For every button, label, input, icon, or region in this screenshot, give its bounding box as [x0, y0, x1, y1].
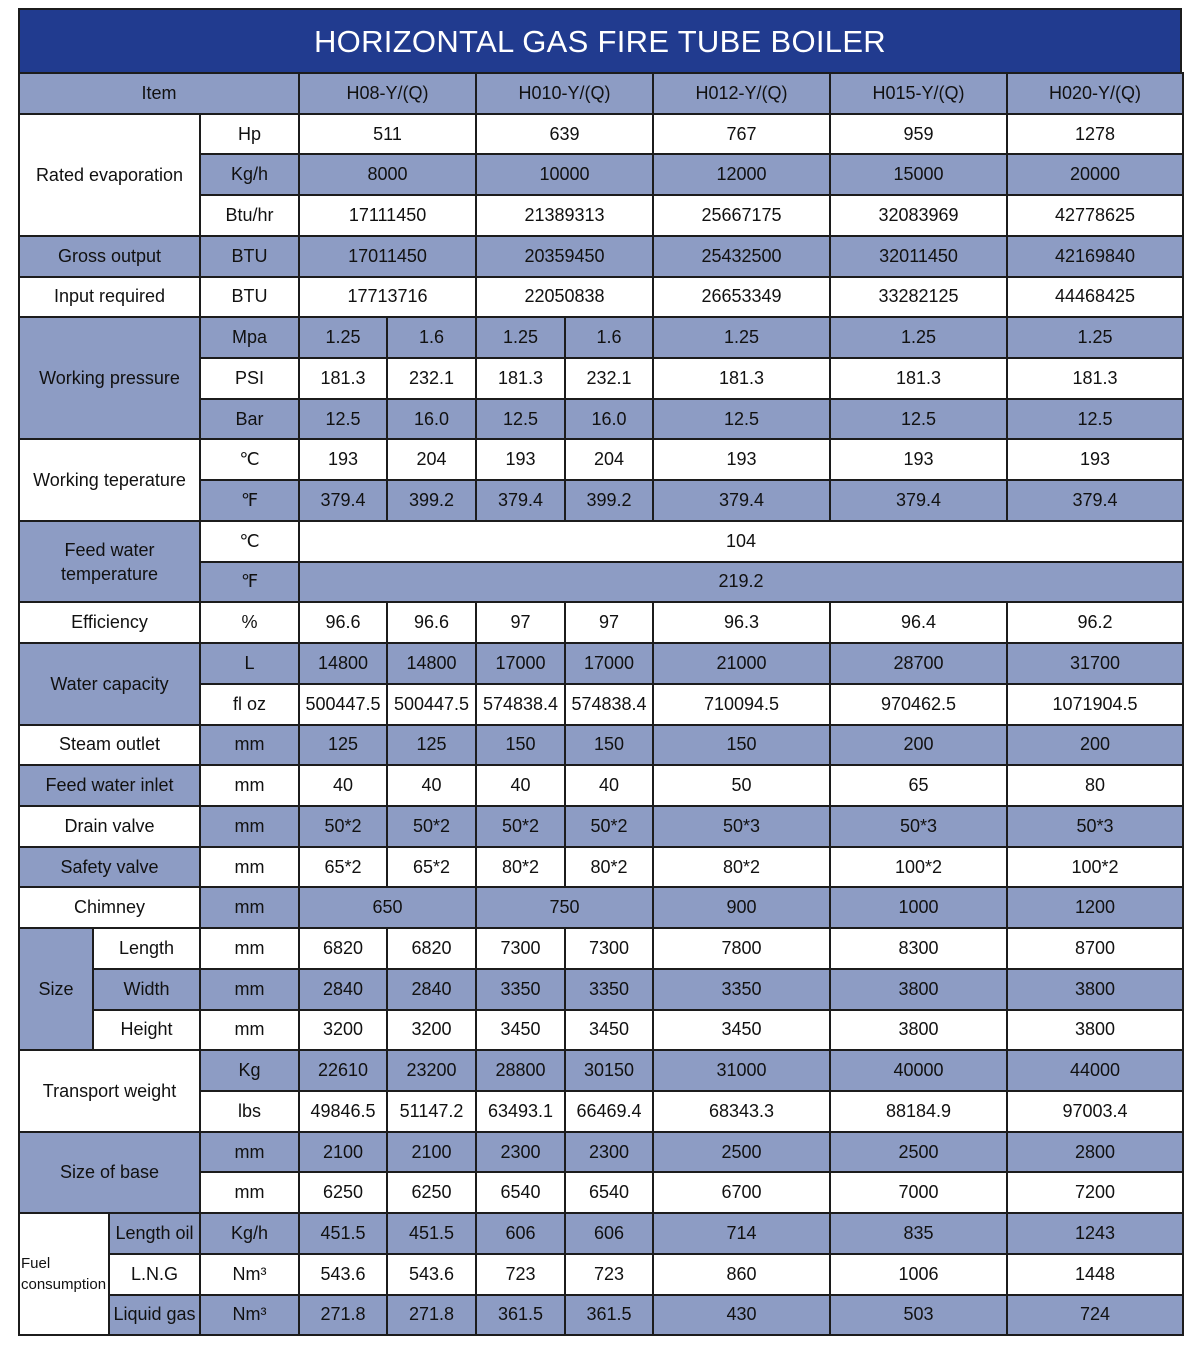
unit-cell: ℉	[200, 480, 299, 521]
value-cell: 3350	[476, 969, 565, 1010]
value-cell: 21389313	[476, 195, 653, 236]
value-cell: 31000	[653, 1050, 830, 1091]
value-cell: 511	[299, 114, 476, 155]
value-cell: 1.25	[299, 317, 387, 358]
value-cell: 1278	[1007, 114, 1183, 155]
value-cell: 7300	[565, 928, 653, 969]
value-cell: 500447.5	[299, 684, 387, 725]
value-cell: 80*2	[565, 847, 653, 888]
value-cell: 21000	[653, 643, 830, 684]
value-cell: 379.4	[830, 480, 1007, 521]
value-cell: 379.4	[653, 480, 830, 521]
value-cell: 2300	[476, 1132, 565, 1173]
value-cell: 12.5	[299, 399, 387, 440]
table-row	[19, 725, 1183, 766]
value-cell: 1.6	[387, 317, 476, 358]
value-cell: 710094.5	[653, 684, 830, 725]
unit-cell: Nm³	[200, 1295, 299, 1336]
value-cell: 1006	[830, 1254, 1007, 1295]
value-cell: 1.25	[830, 317, 1007, 358]
value-cell: 28800	[476, 1050, 565, 1091]
value-cell: 1071904.5	[1007, 684, 1183, 725]
table-row	[19, 765, 1183, 806]
table-row	[19, 806, 1183, 847]
value-cell: 2100	[299, 1132, 387, 1173]
value-cell: 451.5	[387, 1213, 476, 1254]
value-cell: 1200	[1007, 887, 1183, 928]
row-label: Safety valve	[19, 847, 200, 888]
value-cell: 200	[830, 725, 1007, 766]
value-cell: 959	[830, 114, 1007, 155]
value-cell: 20359450	[476, 236, 653, 277]
value-cell: 181.3	[653, 358, 830, 399]
value-cell: 379.4	[1007, 480, 1183, 521]
table-row	[19, 602, 1183, 643]
value-cell: 2100	[387, 1132, 476, 1173]
row-label: Gross output	[19, 236, 200, 277]
value-cell: 44468425	[1007, 277, 1183, 318]
row-label: Drain valve	[19, 806, 200, 847]
spec-sheet	[18, 8, 1182, 1336]
value-cell: 574838.4	[565, 684, 653, 725]
value-cell: 750	[476, 887, 653, 928]
value-cell: 650	[299, 887, 476, 928]
value-cell: 503	[830, 1295, 1007, 1336]
value-cell: 3350	[653, 969, 830, 1010]
value-cell: 17713716	[299, 277, 476, 318]
value-cell: 22610	[299, 1050, 387, 1091]
header-model: H010-Y/(Q)	[476, 73, 653, 114]
header-model: H015-Y/(Q)	[830, 73, 1007, 114]
value-cell: 30150	[565, 1050, 653, 1091]
value-cell: 219.2	[299, 562, 1183, 603]
value-cell: 7000	[830, 1172, 1007, 1213]
value-cell: 3350	[565, 969, 653, 1010]
value-cell: 17000	[476, 643, 565, 684]
value-cell: 543.6	[299, 1254, 387, 1295]
value-cell: 125	[299, 725, 387, 766]
sub-label: Length oil	[109, 1213, 200, 1254]
value-cell: 181.3	[830, 358, 1007, 399]
table-row	[19, 1254, 1183, 1295]
value-cell: 25667175	[653, 195, 830, 236]
value-cell: 3800	[830, 969, 1007, 1010]
value-cell: 6700	[653, 1172, 830, 1213]
value-cell: 200	[1007, 725, 1183, 766]
value-cell: 14800	[387, 643, 476, 684]
value-cell: 3200	[387, 1010, 476, 1051]
row-label: Transport weight	[19, 1050, 200, 1131]
value-cell: 361.5	[476, 1295, 565, 1336]
value-cell: 44000	[1007, 1050, 1183, 1091]
value-cell: 361.5	[565, 1295, 653, 1336]
value-cell: 451.5	[299, 1213, 387, 1254]
value-cell: 40	[299, 765, 387, 806]
sub-label: Length	[93, 928, 200, 969]
value-cell: 32083969	[830, 195, 1007, 236]
value-cell: 835	[830, 1213, 1007, 1254]
value-cell: 2840	[387, 969, 476, 1010]
sub-label: Width	[93, 969, 200, 1010]
value-cell: 193	[830, 439, 1007, 480]
value-cell: 31700	[1007, 643, 1183, 684]
value-cell: 399.2	[387, 480, 476, 521]
value-cell: 32011450	[830, 236, 1007, 277]
value-cell: 724	[1007, 1295, 1183, 1336]
value-cell: 574838.4	[476, 684, 565, 725]
row-label: Feed water inlet	[19, 765, 200, 806]
unit-cell: ℉	[200, 562, 299, 603]
value-cell: 723	[476, 1254, 565, 1295]
value-cell: 97	[565, 602, 653, 643]
sub-label: L.N.G	[109, 1254, 200, 1295]
value-cell: 12.5	[830, 399, 1007, 440]
unit-cell: mm	[200, 969, 299, 1010]
value-cell: 97003.4	[1007, 1091, 1183, 1132]
value-cell: 271.8	[299, 1295, 387, 1336]
value-cell: 2500	[653, 1132, 830, 1173]
value-cell: 96.6	[387, 602, 476, 643]
value-cell: 66469.4	[565, 1091, 653, 1132]
table-row	[19, 1050, 1183, 1091]
unit-cell: mm	[200, 928, 299, 969]
value-cell: 50*2	[565, 806, 653, 847]
row-label: Working pressure	[19, 317, 200, 439]
spec-table	[18, 72, 1184, 1336]
value-cell: 3450	[476, 1010, 565, 1051]
value-cell: 80*2	[476, 847, 565, 888]
row-label: Fuel consumption	[19, 1213, 109, 1335]
value-cell: 543.6	[387, 1254, 476, 1295]
sub-label: Liquid gas	[109, 1295, 200, 1336]
value-cell: 26653349	[653, 277, 830, 318]
table-row	[19, 1132, 1183, 1173]
value-cell: 96.4	[830, 602, 1007, 643]
value-cell: 6250	[299, 1172, 387, 1213]
value-cell: 606	[476, 1213, 565, 1254]
value-cell: 6250	[387, 1172, 476, 1213]
value-cell: 379.4	[476, 480, 565, 521]
unit-cell: lbs	[200, 1091, 299, 1132]
table-row	[19, 439, 1183, 480]
value-cell: 3450	[653, 1010, 830, 1051]
value-cell: 1.6	[565, 317, 653, 358]
value-cell: 10000	[476, 154, 653, 195]
unit-cell: mm	[200, 847, 299, 888]
value-cell: 49846.5	[299, 1091, 387, 1132]
value-cell: 50*3	[1007, 806, 1183, 847]
table-row	[19, 928, 1183, 969]
value-cell: 2500	[830, 1132, 1007, 1173]
value-cell: 150	[476, 725, 565, 766]
value-cell: 3450	[565, 1010, 653, 1051]
table-row	[19, 236, 1183, 277]
value-cell: 7800	[653, 928, 830, 969]
value-cell: 65*2	[299, 847, 387, 888]
row-label: Working teperature	[19, 439, 200, 520]
value-cell: 15000	[830, 154, 1007, 195]
unit-cell: mm	[200, 1132, 299, 1173]
value-cell: 16.0	[387, 399, 476, 440]
value-cell: 63493.1	[476, 1091, 565, 1132]
value-cell: 50*2	[299, 806, 387, 847]
value-cell: 1448	[1007, 1254, 1183, 1295]
value-cell: 100*2	[1007, 847, 1183, 888]
value-cell: 430	[653, 1295, 830, 1336]
value-cell: 232.1	[565, 358, 653, 399]
value-cell: 40	[476, 765, 565, 806]
value-cell: 181.3	[299, 358, 387, 399]
value-cell: 125	[387, 725, 476, 766]
value-cell: 12.5	[476, 399, 565, 440]
header-item: Item	[19, 73, 299, 114]
unit-cell: Mpa	[200, 317, 299, 358]
value-cell: 23200	[387, 1050, 476, 1091]
header-model: H020-Y/(Q)	[1007, 73, 1183, 114]
value-cell: 40000	[830, 1050, 1007, 1091]
value-cell: 28700	[830, 643, 1007, 684]
value-cell: 379.4	[299, 480, 387, 521]
value-cell: 20000	[1007, 154, 1183, 195]
value-cell: 3800	[830, 1010, 1007, 1051]
value-cell: 96.6	[299, 602, 387, 643]
value-cell: 1.25	[476, 317, 565, 358]
row-label: Efficiency	[19, 602, 200, 643]
value-cell: 16.0	[565, 399, 653, 440]
value-cell: 50*3	[653, 806, 830, 847]
row-label: Water capacity	[19, 643, 200, 724]
table-row	[19, 114, 1183, 155]
unit-cell: Bar	[200, 399, 299, 440]
value-cell: 3800	[1007, 969, 1183, 1010]
value-cell: 12000	[653, 154, 830, 195]
unit-cell: mm	[200, 1172, 299, 1213]
value-cell: 17000	[565, 643, 653, 684]
value-cell: 80*2	[653, 847, 830, 888]
value-cell: 6820	[299, 928, 387, 969]
value-cell: 970462.5	[830, 684, 1007, 725]
value-cell: 181.3	[1007, 358, 1183, 399]
row-label: Feed water temperature	[19, 521, 200, 602]
value-cell: 150	[565, 725, 653, 766]
sub-label: Height	[93, 1010, 200, 1051]
value-cell: 40	[387, 765, 476, 806]
value-cell: 150	[653, 725, 830, 766]
value-cell: 22050838	[476, 277, 653, 318]
table-row	[19, 887, 1183, 928]
row-label: Steam outlet	[19, 725, 200, 766]
unit-cell: %	[200, 602, 299, 643]
value-cell: 96.3	[653, 602, 830, 643]
value-cell: 232.1	[387, 358, 476, 399]
header-model: H08-Y/(Q)	[299, 73, 476, 114]
table-row	[19, 1010, 1183, 1051]
value-cell: 767	[653, 114, 830, 155]
value-cell: 40	[565, 765, 653, 806]
row-label: Chimney	[19, 887, 200, 928]
unit-cell: ℃	[200, 439, 299, 480]
value-cell: 900	[653, 887, 830, 928]
unit-cell: fl oz	[200, 684, 299, 725]
value-cell: 860	[653, 1254, 830, 1295]
value-cell: 3800	[1007, 1010, 1183, 1051]
page-title: HORIZONTAL GAS FIRE TUBE BOILER	[18, 8, 1182, 72]
value-cell: 104	[299, 521, 1183, 562]
unit-cell: Btu/hr	[200, 195, 299, 236]
value-cell: 50	[653, 765, 830, 806]
value-cell: 88184.9	[830, 1091, 1007, 1132]
value-cell: 33282125	[830, 277, 1007, 318]
value-cell: 42169840	[1007, 236, 1183, 277]
value-cell: 7200	[1007, 1172, 1183, 1213]
unit-cell: mm	[200, 887, 299, 928]
value-cell: 50*3	[830, 806, 1007, 847]
value-cell: 399.2	[565, 480, 653, 521]
value-cell: 42778625	[1007, 195, 1183, 236]
value-cell: 6540	[476, 1172, 565, 1213]
value-cell: 80	[1007, 765, 1183, 806]
value-cell: 68343.3	[653, 1091, 830, 1132]
unit-cell: mm	[200, 765, 299, 806]
value-cell: 714	[653, 1213, 830, 1254]
unit-cell: BTU	[200, 236, 299, 277]
value-cell: 606	[565, 1213, 653, 1254]
value-cell: 271.8	[387, 1295, 476, 1336]
value-cell: 193	[476, 439, 565, 480]
table-row	[19, 847, 1183, 888]
value-cell: 8300	[830, 928, 1007, 969]
unit-cell: ℃	[200, 521, 299, 562]
unit-cell: L	[200, 643, 299, 684]
unit-cell: Kg/h	[200, 154, 299, 195]
table-row	[19, 643, 1183, 684]
value-cell: 2300	[565, 1132, 653, 1173]
value-cell: 50*2	[387, 806, 476, 847]
value-cell: 639	[476, 114, 653, 155]
value-cell: 97	[476, 602, 565, 643]
value-cell: 3200	[299, 1010, 387, 1051]
value-cell: 51147.2	[387, 1091, 476, 1132]
table-row	[19, 317, 1183, 358]
row-label: Input required	[19, 277, 200, 318]
table-row	[19, 521, 1183, 562]
table-row	[19, 969, 1183, 1010]
value-cell: 193	[653, 439, 830, 480]
unit-cell: mm	[200, 725, 299, 766]
value-cell: 12.5	[653, 399, 830, 440]
value-cell: 500447.5	[387, 684, 476, 725]
value-cell: 65	[830, 765, 1007, 806]
value-cell: 7300	[476, 928, 565, 969]
value-cell: 50*2	[476, 806, 565, 847]
value-cell: 6820	[387, 928, 476, 969]
value-cell: 8000	[299, 154, 476, 195]
value-cell: 96.2	[1007, 602, 1183, 643]
value-cell: 193	[1007, 439, 1183, 480]
value-cell: 17011450	[299, 236, 476, 277]
value-cell: 1.25	[653, 317, 830, 358]
value-cell: 100*2	[830, 847, 1007, 888]
unit-cell: Hp	[200, 114, 299, 155]
unit-cell: mm	[200, 806, 299, 847]
table-row	[19, 277, 1183, 318]
row-label: Rated evaporation	[19, 114, 200, 236]
value-cell: 65*2	[387, 847, 476, 888]
unit-cell: Nm³	[200, 1254, 299, 1295]
unit-cell: PSI	[200, 358, 299, 399]
value-cell: 1.25	[1007, 317, 1183, 358]
unit-cell: BTU	[200, 277, 299, 318]
value-cell: 2800	[1007, 1132, 1183, 1173]
table-row	[19, 1295, 1183, 1336]
unit-cell: Kg/h	[200, 1213, 299, 1254]
value-cell: 181.3	[476, 358, 565, 399]
value-cell: 2840	[299, 969, 387, 1010]
value-cell: 25432500	[653, 236, 830, 277]
value-cell: 8700	[1007, 928, 1183, 969]
value-cell: 6540	[565, 1172, 653, 1213]
value-cell: 12.5	[1007, 399, 1183, 440]
unit-cell: Kg	[200, 1050, 299, 1091]
table-row	[19, 1213, 1183, 1254]
value-cell: 193	[299, 439, 387, 480]
value-cell: 204	[387, 439, 476, 480]
unit-cell: mm	[200, 1010, 299, 1051]
value-cell: 14800	[299, 643, 387, 684]
row-label: Size	[19, 928, 93, 1050]
header-model: H012-Y/(Q)	[653, 73, 830, 114]
value-cell: 1243	[1007, 1213, 1183, 1254]
value-cell: 1000	[830, 887, 1007, 928]
value-cell: 204	[565, 439, 653, 480]
header-row	[19, 73, 1183, 114]
value-cell: 17111450	[299, 195, 476, 236]
row-label: Size of base	[19, 1132, 200, 1213]
value-cell: 723	[565, 1254, 653, 1295]
